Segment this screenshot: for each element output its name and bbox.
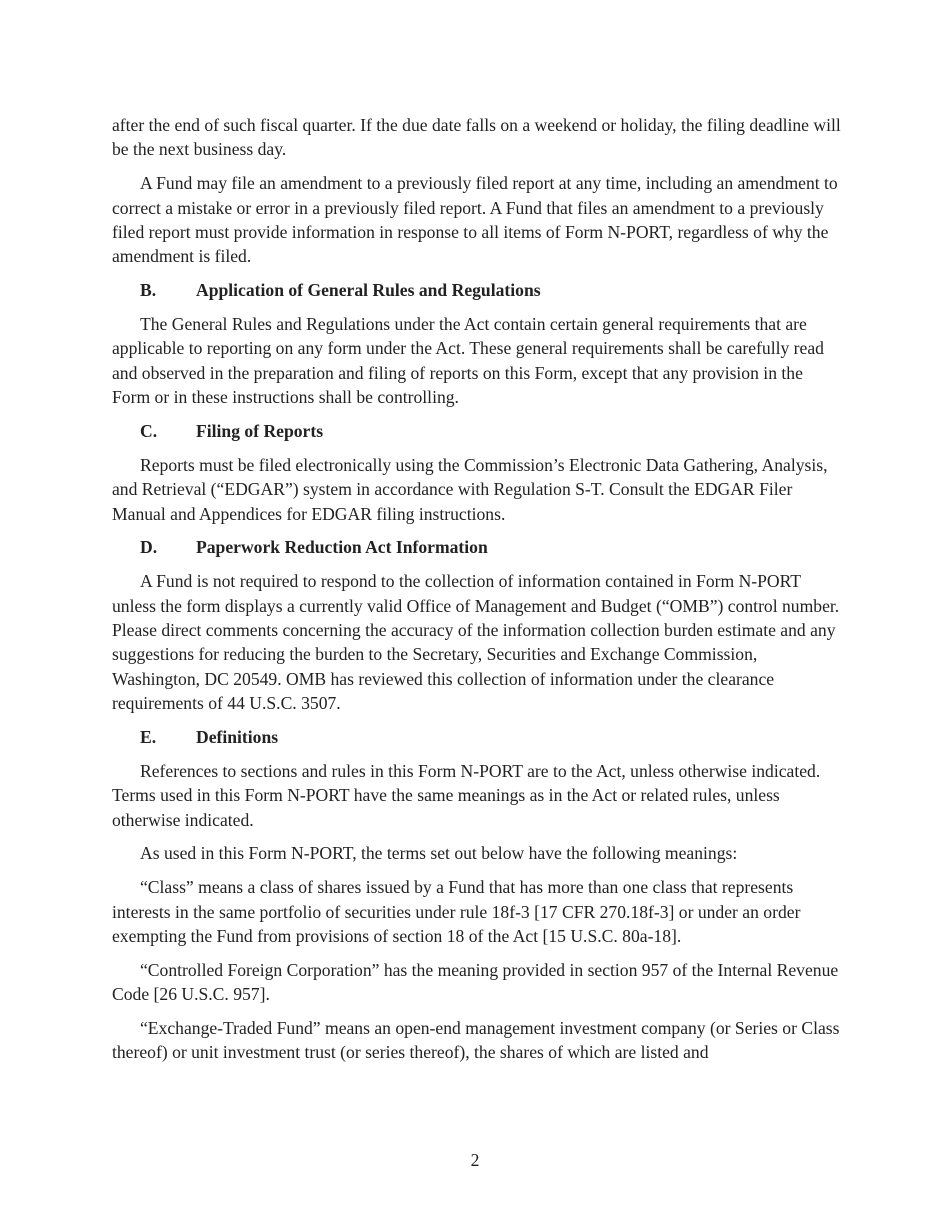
section-d-paragraph: A Fund is not required to respond to the collection of information contained in Form N-PORT unless the form displays a currently valid Office of Management and Budget (“OMB”) control number. Please direct comments concerning the accuracy of the information collection burden estimate and any suggestions for reducing the burden to the Secretary, Securities and Exchange Commission, Washington, DC 20549. OMB has reviewed this collection of information under the clearance requirements of 44 U.S.C. 3507.	[112, 571, 840, 714]
intro-paragraph-amendment: A Fund may file an amendment to a previously filed report at any time, including an amendment to correct a mistake or error in a previously filed report. A Fund that files an amendment to a previously filed report must provide information in response to all items of Form N-PORT, regardless of why the amendment is filed.	[112, 173, 838, 267]
section-letter: B.	[140, 280, 157, 301]
section-title: Filing of Reports	[196, 421, 324, 442]
section-letter: E.	[140, 727, 157, 748]
section-title: Application of General Rules and Regulations	[196, 280, 541, 301]
section-heading-c	[112, 419, 844, 443]
definition-controlled-foreign-corporation: “Controlled Foreign Corporation” has the meaning provided in section 957 of the Internal Revenue Code [26 U.S.C. 957].	[112, 959, 839, 1005]
section-heading-d	[112, 535, 844, 559]
section-letter: C.	[140, 421, 158, 442]
page-number: 2	[470, 1150, 480, 1170]
section-c-paragraph: Reports must be filed electronically using the Commission’s Electronic Data Gathering, Analysis, and Retrieval (“EDGAR”) system in accordance with Regulation S-T. Consult the EDGAR Filer Manual and Appendices for EDGAR filing instructions.	[112, 454, 828, 524]
section-e-paragraph-references: References to sections and rules in this Form N-PORT are to the Act, unless otherwise indicated. Terms used in this Form N-PORT have the same meanings as in the Act or related rules, unless otherwise indicated.	[112, 760, 821, 830]
section-title: Paperwork Reduction Act Information	[196, 537, 488, 558]
definition-class: “Class” means a class of shares issued by a Fund that has more than one class that represents interests in the same portfolio of securities under rule 18f-3 [17 CFR 270.18f-3] or under an order exempting the Fund from provisions of section 18 of the Act [15 U.S.C. 80a-18].	[112, 877, 801, 947]
intro-paragraph-continuation: after the end of such fiscal quarter. If the due date falls on a weekend or holiday, the filing deadline will be the next business day.	[112, 115, 841, 160]
document-page	[112, 113, 844, 1074]
section-heading-b	[112, 278, 844, 302]
section-letter: D.	[140, 537, 158, 558]
section-title: Definitions	[196, 727, 279, 748]
section-b-paragraph: The General Rules and Regulations under the Act contain certain general requirements that are applicable to reporting on any form under the Act. These general requirements shall be carefully read and observed in the preparation and filing of reports on this Form, except that any provision in the Form or in these instructions shall be controlling.	[112, 314, 824, 408]
section-heading-e	[112, 725, 844, 749]
section-e-paragraph-terms-intro: As used in this Form N-PORT, the terms set out below have the following meanings:	[140, 843, 738, 864]
definition-exchange-traded-fund: “Exchange-Traded Fund” means an open-end management investment company (or Series or Class thereof) or unit investment trust (or series thereof), the shares of which are listed and	[112, 1018, 840, 1063]
